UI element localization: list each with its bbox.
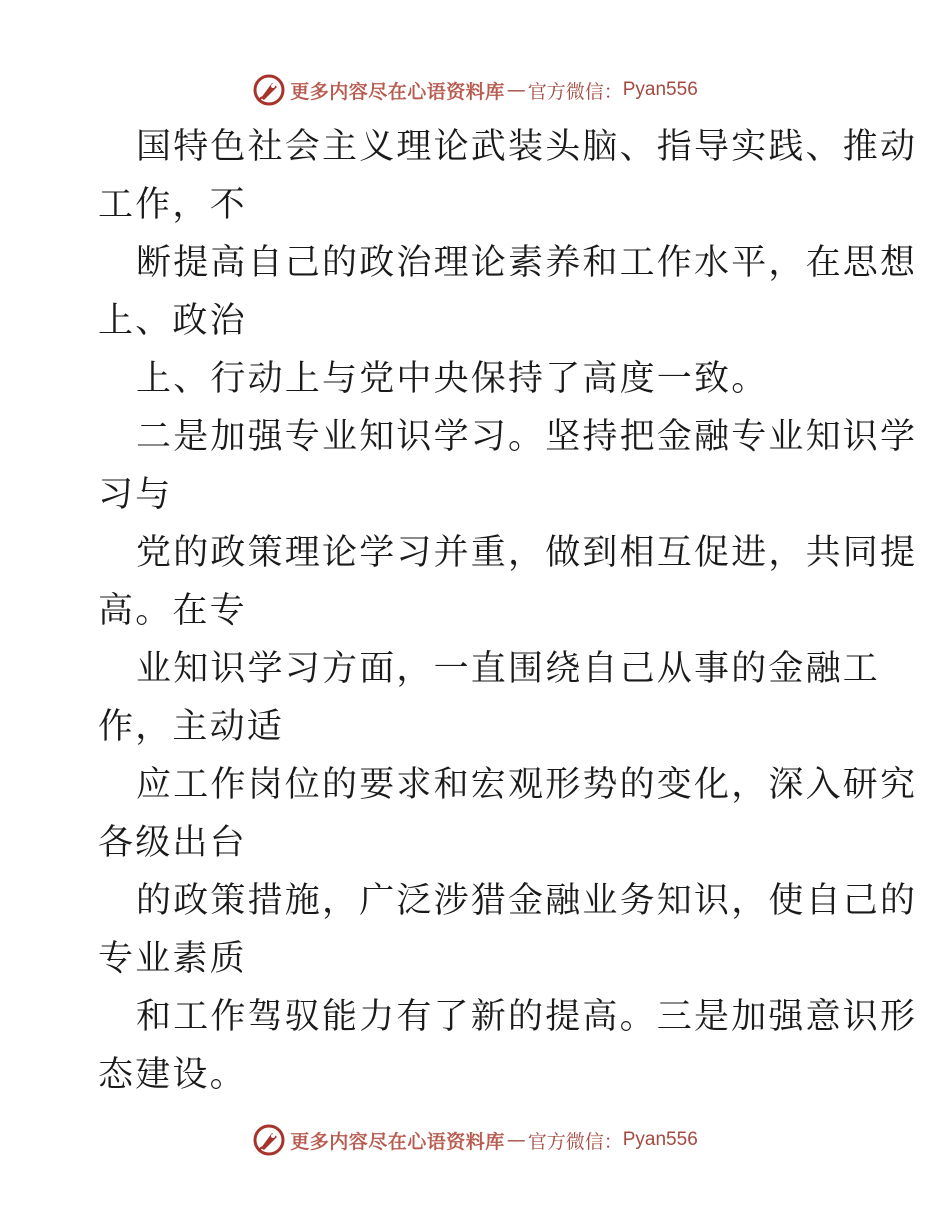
header-banner-text: 更多内容尽在心语资料库 [290,80,505,103]
body-line: 断提高自己的政治理论素养和工作水平，在思想 [136,243,918,283]
footer-official-label: 官方微信： [527,1130,623,1153]
header-wechat-handle: Pyan556 [622,79,698,100]
header-official-label: 官方微信： [527,80,623,103]
body-line: 专业素质 [98,939,247,979]
body-line: 作，主动适 [98,707,285,747]
body-line: 和工作驾驭能力有了新的提高。三是加强意识形 [136,997,918,1037]
body-line: 各级出台 [98,823,247,863]
document-body [98,118,918,1104]
body-line: 应工作岗位的要求和宏观形势的变化，深入研究 [136,765,918,805]
footer-banner-separator: — [506,1129,526,1151]
body-line: 上、行动上与党中央保持了高度一致。 [136,359,769,399]
body-line: 党的政策理论学习并重，做到相互促进，共同提 [136,533,918,573]
body-line: 习与 [98,475,173,515]
body-line: 态建设。 [98,1055,247,1095]
body-line: 的政策措施，广泛涉猎金融业务知识，使自己的 [136,881,918,921]
header-banner-separator: — [506,79,526,101]
footer-banner [0,1120,950,1160]
header-banner [0,70,950,110]
pen-nib-logo-icon [252,1123,286,1157]
body-line: 高。在专 [98,591,247,631]
body-line: 工作，不 [98,185,247,225]
body-line: 业知识学习方面，一直围绕自己从事的金融工 [136,649,881,689]
footer-banner-text: 更多内容尽在心语资料库 [290,1130,505,1153]
body-line: 二是加强专业知识学习。坚持把金融专业知识学 [136,417,918,457]
pen-nib-logo-icon [252,73,286,107]
body-line: 国特色社会主义理论武装头脑、指导实践、推动 [136,127,918,167]
body-line: 上、政治 [98,301,247,341]
footer-wechat-handle: Pyan556 [622,1129,698,1150]
